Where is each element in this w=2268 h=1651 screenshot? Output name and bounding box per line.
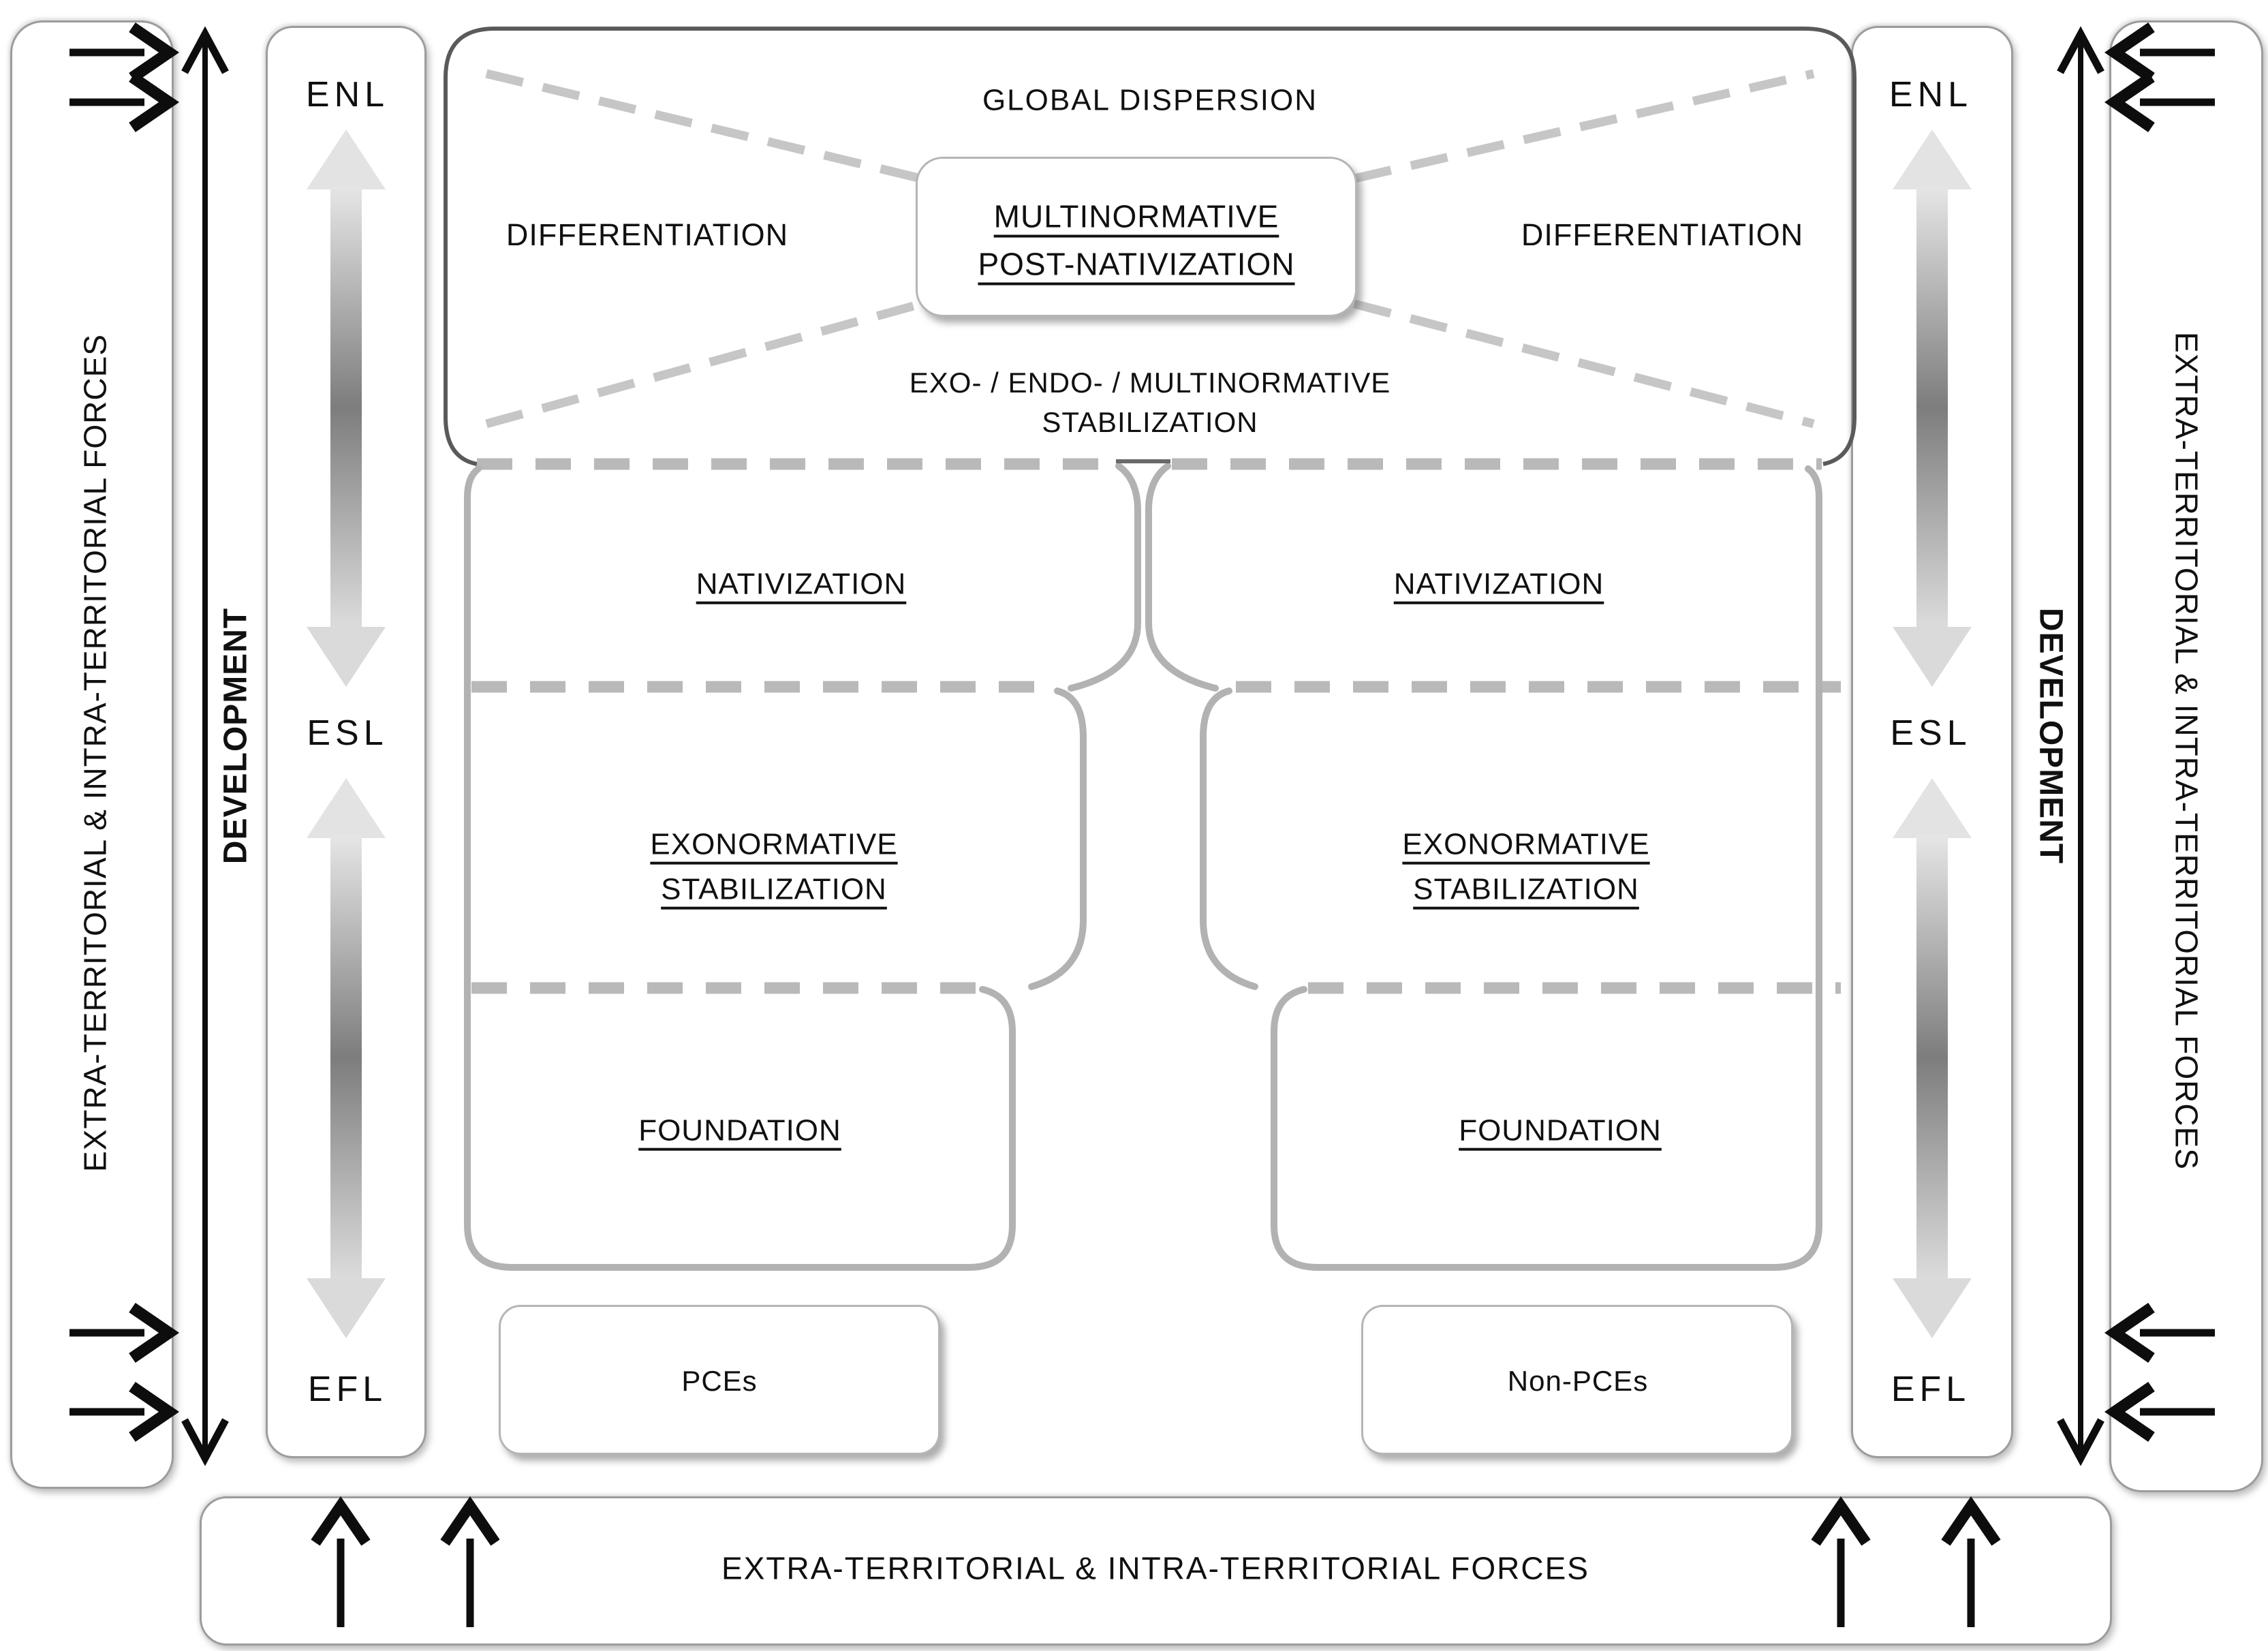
phase-boundary-dashes — [471, 464, 1841, 988]
right-scale-efl: EFL — [1891, 1370, 1971, 1410]
non-pces-label: Non-PCEs — [1507, 1364, 1649, 1397]
stabilization-types-line2: STABILIZATION — [1042, 405, 1258, 438]
global-dispersion-label: GLOBAL DISPERSION — [982, 83, 1318, 117]
left-scale-esl: ESL — [307, 713, 388, 754]
down-arrowhead-icon — [185, 1420, 226, 1458]
bottom-forces-label: EXTRA-TERRITORIAL & INTRA-TERRITORIAL FORCES — [721, 1550, 1589, 1586]
right-scale-enl: ENL — [1889, 75, 1973, 115]
stabilization-types-line1: EXO- / ENDO- / MULTINORMATIVE — [909, 366, 1391, 399]
post-nativization-line2: POST-NATIVIZATION — [978, 246, 1295, 282]
left-forces-label: EXTRA-TERRITORIAL & INTRA-TERRITORIAL FORCES — [77, 334, 113, 1172]
nativization-left-label: NATIVIZATION — [696, 567, 907, 601]
envelope-line-top-right — [1354, 74, 1814, 179]
left-stream-exonormative-inner-wall — [1031, 691, 1083, 987]
differentiation-left-label: DIFFERENTIATION — [506, 217, 789, 253]
envelope-line-bottom-left — [486, 304, 921, 424]
right-forces-label: EXTRA-TERRITORIAL & INTRA-TERRITORIAL FORCES — [2169, 332, 2205, 1170]
exonormative-right-line1: EXONORMATIVE — [1402, 827, 1650, 861]
right-stream-nativization-inner-wall — [1149, 466, 1215, 688]
pces-label: PCEs — [681, 1364, 758, 1397]
right-development-label: DEVELOPMENT — [2032, 607, 2069, 865]
nativization-right-label: NATIVIZATION — [1393, 567, 1604, 601]
foundation-right-label: FOUNDATION — [1459, 1113, 1662, 1147]
foundation-left-label: FOUNDATION — [638, 1113, 841, 1147]
envelope-line-bottom-right — [1354, 304, 1814, 424]
left-scale-enl: ENL — [305, 75, 390, 115]
down-arrowhead-icon — [2060, 1420, 2101, 1458]
left-scale-efl: EFL — [307, 1370, 388, 1410]
right-stream-exonormative-inner-wall — [1203, 691, 1255, 987]
exonormative-left-line2: STABILIZATION — [661, 872, 887, 906]
left-stream-nativization-inner-wall — [1071, 466, 1138, 688]
differentiation-right-label: DIFFERENTIATION — [1521, 217, 1804, 253]
post-nativization-line1: MULTINORMATIVE — [993, 198, 1279, 234]
exonormative-right-line2: STABILIZATION — [1413, 872, 1639, 906]
left-development-label: DEVELOPMENT — [217, 607, 254, 865]
post-nativization-box — [916, 157, 1357, 317]
up-arrowhead-icon — [2060, 34, 2101, 72]
envelope-line-top-left — [486, 74, 921, 179]
up-arrowhead-icon — [185, 34, 226, 72]
right-scale-esl: ESL — [1890, 713, 1972, 754]
exonormative-left-line1: EXONORMATIVE — [650, 827, 898, 861]
